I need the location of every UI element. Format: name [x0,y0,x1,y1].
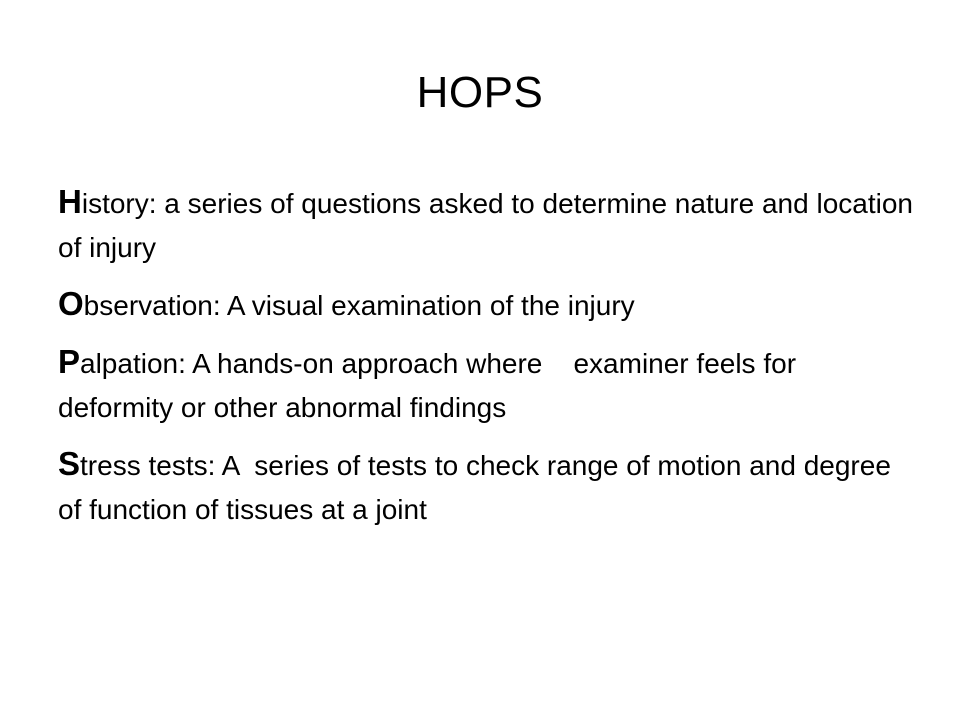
list-item-palpation [58,340,918,430]
slide-title: HOPS [416,68,544,117]
list-item-observation [58,282,918,328]
list-item-stress-tests [58,442,918,532]
item-lead-letter: P [58,343,81,380]
item-lead-letter: O [58,285,84,322]
item-lead-letter: H [58,183,82,220]
item-lead-letter: S [58,445,81,482]
hops-list [58,180,921,544]
item-text: bservation: A visual examination of the injury [83,290,635,321]
item-text: alpation: A hands-on approach where examiner feels for deformity or other abnormal findings [58,348,804,423]
list-item-history [58,180,921,270]
item-text: tress tests: A series of tests to check range of motion and degree of function of tissues at a joint [58,450,899,525]
item-text: istory: a series of questions asked to determine nature and location of injury [58,188,921,263]
